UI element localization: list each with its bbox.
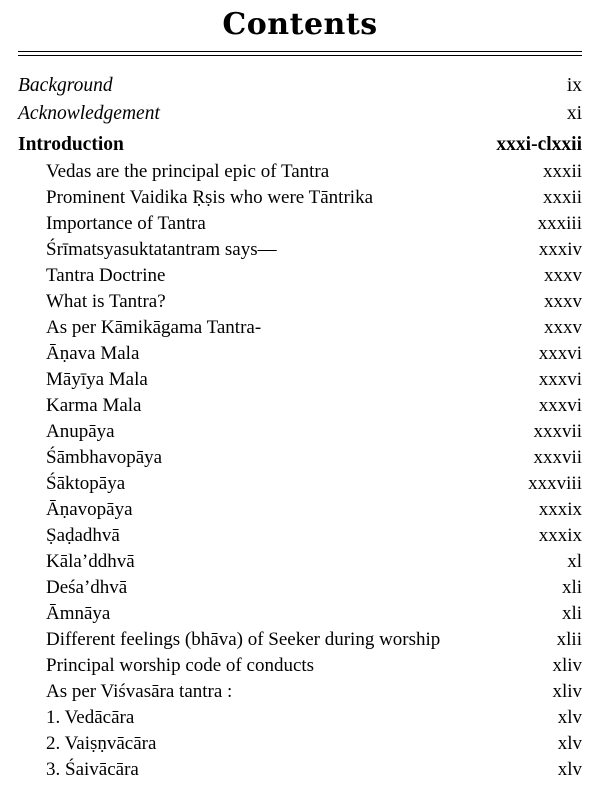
toc-entry-page-number: xlv xyxy=(557,733,582,754)
toc-entry[interactable] xyxy=(18,731,582,757)
toc-entry-page-number: xlv xyxy=(557,759,582,780)
toc-entry-label: Śāmbhavopāya xyxy=(46,447,163,468)
toc-entry[interactable] xyxy=(18,653,582,679)
toc-entry[interactable] xyxy=(18,127,582,159)
toc-entry[interactable] xyxy=(18,471,582,497)
toc-entry[interactable] xyxy=(18,523,582,549)
toc-entry-page-number: xxxv xyxy=(544,265,582,286)
toc-entry-label: Karma Mala xyxy=(46,395,142,416)
toc-entry-label: Vedas are the principal epic of Tantra xyxy=(46,161,330,182)
toc-entry-page-number: xxxii xyxy=(542,187,582,208)
toc-entry-label: Anupāya xyxy=(46,421,115,442)
toc-entry-label: What is Tantra? xyxy=(46,291,166,312)
toc-entry[interactable] xyxy=(18,159,582,185)
toc-entry-label: Ṣaḍadhvā xyxy=(46,525,120,546)
toc-entry-label: Different feelings (bhāva) of Seeker during worship xyxy=(46,629,441,650)
toc-entry[interactable] xyxy=(18,289,582,315)
toc-entry-page-number: xxxix xyxy=(538,499,582,520)
toc-entry-page-number: xliv xyxy=(552,655,582,676)
toc-entry-page-number: xlii xyxy=(556,629,582,650)
toc-entry[interactable] xyxy=(18,100,582,128)
table-of-contents xyxy=(18,72,582,783)
header-rule-top xyxy=(18,51,582,52)
toc-entry-label: Āmnāya xyxy=(46,603,111,624)
toc-entry[interactable] xyxy=(18,627,582,653)
toc-entry-page-number: xxxii xyxy=(542,161,582,182)
toc-entry-page-number: xxxvi xyxy=(538,369,582,390)
toc-entry[interactable] xyxy=(18,575,582,601)
toc-entry-label: Śāktopāya xyxy=(46,473,126,494)
toc-entry-label: Acknowledgement xyxy=(18,102,160,124)
toc-entry-label: Kāla’ddhvā xyxy=(46,551,135,572)
toc-entry-label: Tantra Doctrine xyxy=(46,265,166,286)
toc-entry-page-number: xxxvii xyxy=(533,421,582,442)
toc-entry-label: Āṇava Mala xyxy=(46,343,140,364)
toc-entry-label: Introduction xyxy=(18,134,124,155)
toc-entry-label: Importance of Tantra xyxy=(46,213,206,234)
toc-entry-page-number: xxxiv xyxy=(538,239,582,260)
toc-entry[interactable] xyxy=(18,263,582,289)
toc-entry[interactable] xyxy=(18,419,582,445)
toc-entry[interactable] xyxy=(18,237,582,263)
toc-entry[interactable] xyxy=(18,705,582,731)
toc-entry-page-number: xxxvi xyxy=(538,395,582,416)
toc-entry[interactable] xyxy=(18,445,582,471)
toc-entry-page-number: xxxv xyxy=(544,317,582,338)
toc-entry-label: Māyīya Mala xyxy=(46,369,148,390)
toc-entry-label: Principal worship code of conducts xyxy=(46,655,315,676)
toc-entry-page-number: xlv xyxy=(557,707,582,728)
toc-entry-page-number: xxxix xyxy=(538,525,582,546)
toc-entry-page-number: xliv xyxy=(552,681,582,702)
contents-page xyxy=(0,8,600,791)
toc-entry-page-number: ix xyxy=(566,75,582,96)
toc-entry-label: As per Kāmikāgama Tantra- xyxy=(46,317,262,338)
toc-entry-label: 1. Vedācāra xyxy=(46,707,135,728)
toc-entry-label: As per Viśvasāra tantra : xyxy=(46,681,233,702)
toc-entry[interactable] xyxy=(18,185,582,211)
toc-entry-page-number: xli xyxy=(561,577,582,598)
toc-entry-label: Deśa’dhvā xyxy=(46,577,128,598)
toc-entry[interactable] xyxy=(18,72,582,100)
toc-entry[interactable] xyxy=(18,601,582,627)
toc-entry-label: Āṇavopāya xyxy=(46,499,133,520)
toc-entry[interactable] xyxy=(18,211,582,237)
toc-entry-label: 2. Vaiṣṇvācāra xyxy=(46,733,157,754)
toc-entry[interactable] xyxy=(18,341,582,367)
toc-entry-page-number: xxxv xyxy=(544,291,582,312)
toc-entry-page-number: xxxi-clxxii xyxy=(496,134,582,155)
toc-entry-label: 3. Śaivācāra xyxy=(46,759,139,780)
toc-entry[interactable] xyxy=(18,549,582,575)
toc-entry-label: Background xyxy=(18,75,113,96)
toc-entry-label: Śrīmatsyasuktatantram says— xyxy=(46,239,277,260)
toc-entry-page-number: xi xyxy=(566,102,582,124)
toc-entry-page-number: xl xyxy=(567,551,582,572)
toc-entry-page-number: xxxvi xyxy=(538,343,582,364)
toc-entry[interactable] xyxy=(18,393,582,419)
toc-entry[interactable] xyxy=(18,497,582,523)
toc-entry-page-number: xxxviii xyxy=(528,473,582,494)
toc-entry-page-number: xli xyxy=(561,603,582,624)
toc-entry-page-number: xxxvii xyxy=(533,447,582,468)
toc-entry[interactable] xyxy=(18,367,582,393)
toc-entry[interactable] xyxy=(18,679,582,705)
toc-entry[interactable] xyxy=(18,757,582,783)
toc-entry[interactable] xyxy=(18,315,582,341)
page-title: Contents xyxy=(222,7,378,42)
toc-entry-label: Prominent Vaidika Ṛṣis who were Tāntrika xyxy=(46,187,373,208)
header-rule-bottom xyxy=(18,55,582,56)
toc-entry-page-number: xxxiii xyxy=(537,213,582,234)
